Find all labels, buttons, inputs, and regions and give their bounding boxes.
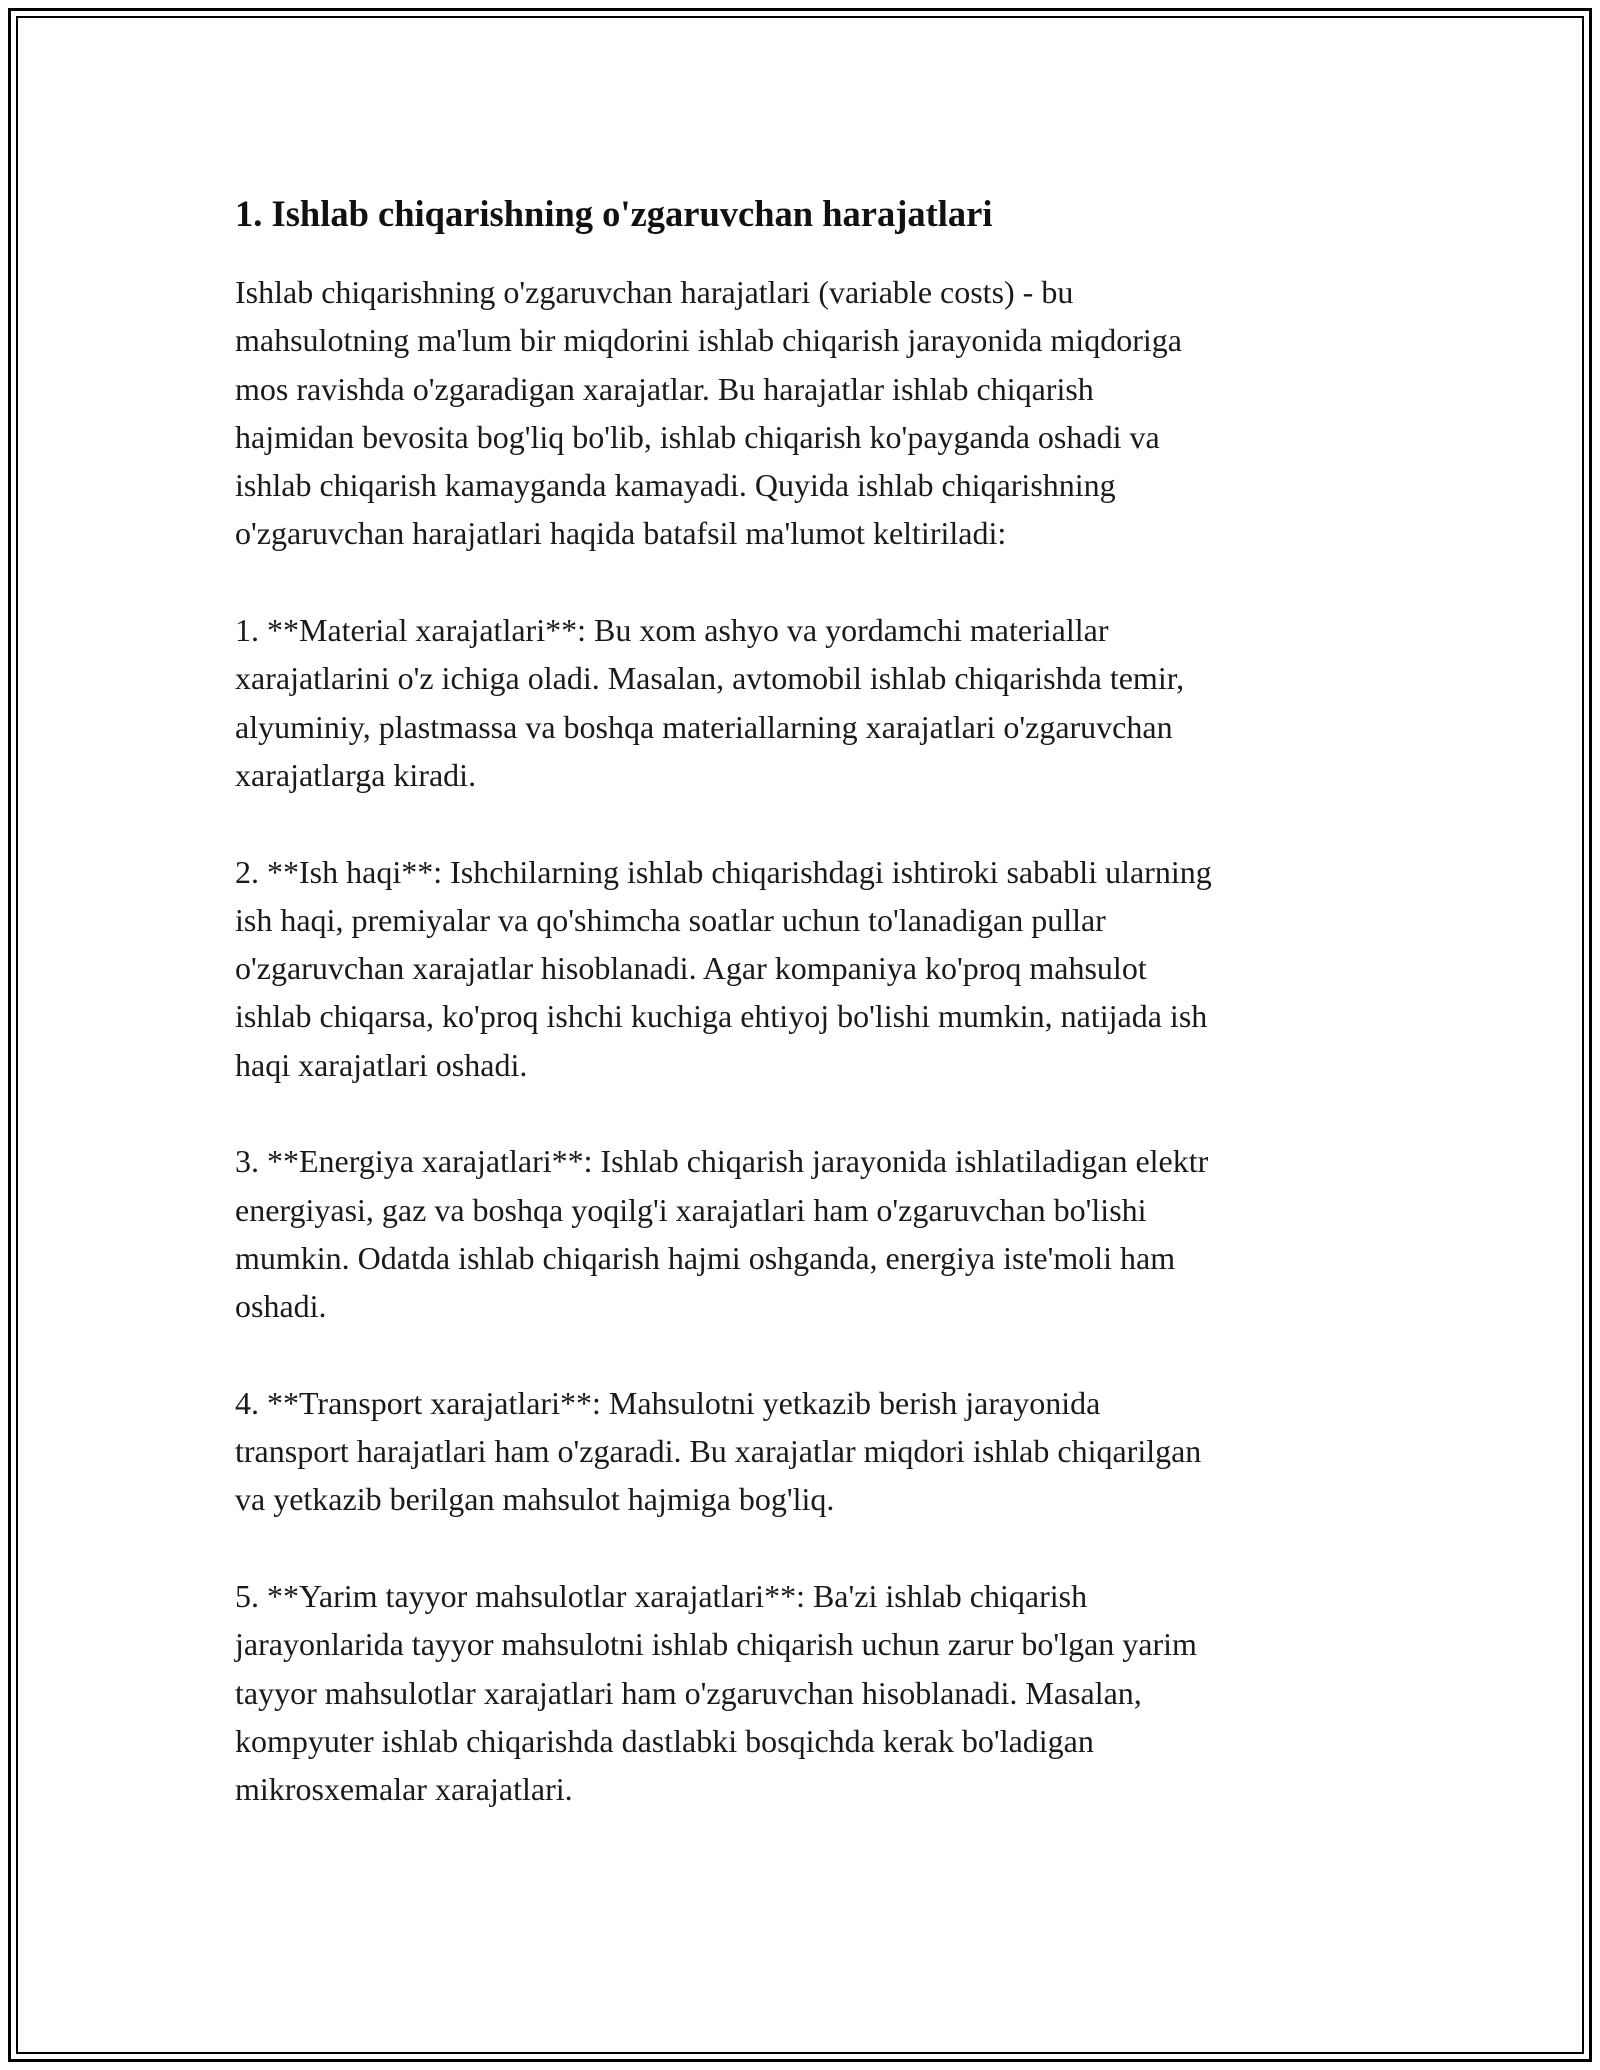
list-item-transport: 4. **Transport xarajatlari**: Mahsulotni yetkazib berish jarayonida transport harajatlari ham o'zgaradi. Bu xarajatlar miqdori ishlab chiqarilgan va yetkazib berilgan mahsulot hajmiga bog'liq.: [235, 1384, 1202, 1518]
page-title: 1. Ishlab chiqarishning o'zgaruvchan harajatlari: [235, 193, 993, 234]
list-item-wages: 2. **Ish haqi**: Ishchilarning ishlab chiqarishdagi ishtiroki sababli ularning ish haqi, premiyalar va qo'shimcha soatlar uchun to'lanadigan pullar o'zgaruvchan xarajatlar hisoblanadi. Agar kompaniya ko'proq mahsulot ishlab chiqarsa, ko'proq ishchi kuchiga ehtiyoj bo'lishi mumkin, natijada ish haqi xarajatlari oshadi.: [235, 853, 1212, 1083]
intro-paragraph: Ishlab chiqarishning o'zgaruvchan harajatlari (variable costs) - bu mahsulotning ma'lum bir miqdorini ishlab chiqarish jarayonida miqdoriga mos ravishda o'zgaradigan xarajatlar. Bu harajatlar ishlab chiqarish hajmidan bevosita bog'liq bo'lib, ishlab chiqarish ko'payganda oshadi va ishlab chiqarish kamayganda kamayadi. Quyida ishlab chiqarishning o'zgaruvchan harajatlari haqida batafsil ma'lumot keltiriladi:: [235, 274, 1182, 552]
list-item-material: 1. **Material xarajatlari**: Bu xom ashyo va yordamchi materiallar xarajatlarini o'z ichiga oladi. Masalan, avtomobil ishlab chiqarishda temir, alyuminiy, plastmassa va boshqa materiallarning xarajatlari o'zgaruvchan xarajatlarga kiradi.: [235, 612, 1185, 793]
list-item-energy: 3. **Energiya xarajatlari**: Ishlab chiqarish jarayonida ishlatiladigan elektr energiyasi, gaz va boshqa yoqilg'i xarajatlari ham o'zgaruvchan bo'lishi mumkin. Odatda ishlab chiqarish hajmi oshganda, energiya iste'moli ham oshadi.: [235, 1143, 1209, 1325]
document-body: [235, 188, 1365, 1862]
list-item-semi-finished: 5. **Yarim tayyor mahsulotlar xarajatlari**: Ba'zi ishlab chiqarish jarayonlarida tayyor mahsulotni ishlab chiqarish uchun zarur bo'lgan yarim tayyor mahsulotlar xarajatlari ham o'zgaruvchan hisoblanadi. Masalan, kompyuter ishlab chiqarishda dastlabki bosqichda kerak bo'ladigan mikrosxemalar xarajatlari.: [235, 1578, 1197, 1808]
